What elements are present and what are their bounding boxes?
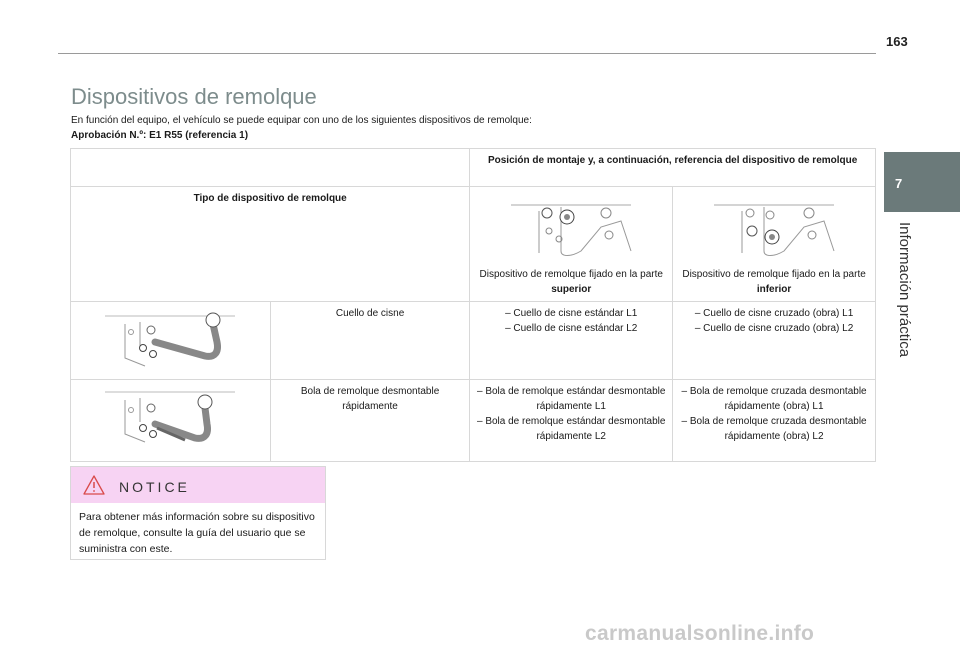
detachable-image-cell	[71, 380, 271, 462]
gooseneck-upper-l2: – Cuello de cisne estándar L2	[505, 323, 638, 334]
towbar-table	[70, 148, 876, 462]
detachable-type: Bola de remolque desmontable rápidamente	[270, 380, 470, 462]
notice-header	[71, 467, 325, 503]
notice-box	[70, 466, 326, 560]
warning-icon	[83, 475, 105, 495]
header-type: Tipo de dispositivo de remolque	[71, 187, 470, 302]
page-number: 163	[886, 34, 908, 49]
header-position: Posición de montaje y, a continuación, referencia del dispositivo de remolque	[470, 149, 876, 187]
table-row	[71, 380, 876, 462]
upper-mount-label	[470, 261, 672, 301]
page-title: Dispositivos de remolque	[71, 84, 317, 109]
upper-mount-text: Dispositivo de remolque fijado en la parte	[479, 269, 663, 280]
detachable-lower-l1: – Bola de remolque cruzada desmontable rápidamente (obra) L1	[681, 386, 867, 412]
gooseneck-upper-cell	[470, 302, 673, 380]
upper-mount-diagram	[491, 191, 651, 261]
watermark: carmanualsonline.info	[585, 622, 815, 645]
detachable-upper-l2: – Bola de remolque estándar desmontable rápidamente L2	[476, 416, 666, 442]
gooseneck-lower-l1: – Cuello de cisne cruzado (obra) L1	[694, 308, 854, 319]
approval-text: Aprobación N.º: E1 R55 (referencia 1)	[71, 130, 249, 141]
notice-body: Para obtener más información sobre su dispositivo de remolque, consulte la guía del usuario que se suministra con este.	[79, 511, 315, 555]
lower-mount-text: Dispositivo de remolque fijado en la parte	[682, 269, 866, 280]
detachable-lower-l2: – Bola de remolque cruzada desmontable rápidamente (obra) L2	[681, 416, 867, 442]
lower-mount-bold: inferior	[756, 284, 792, 295]
header-empty-cell	[71, 149, 470, 187]
intro-text: En función del equipo, el vehículo se puede equipar con uno de los siguientes dispositivos de remolque:	[71, 115, 532, 126]
gooseneck-towbar-icon	[95, 306, 245, 372]
detachable-lower-cell	[673, 380, 876, 462]
upper-mount-cell	[470, 187, 673, 302]
lower-mount-diagram	[694, 191, 854, 261]
table-row	[71, 187, 876, 302]
detachable-towball-icon	[95, 384, 245, 452]
upper-mount-bold: superior	[551, 284, 592, 295]
detachable-upper-cell	[470, 380, 673, 462]
gooseneck-type: Cuello de cisne	[270, 302, 470, 380]
gooseneck-upper-l1: – Cuello de cisne estándar L1	[505, 308, 638, 319]
notice-title: NOTICE	[119, 479, 190, 495]
chapter-title: Información práctica	[896, 222, 913, 358]
table-row	[71, 302, 876, 380]
table-row	[71, 149, 876, 187]
chapter-number: 7	[895, 176, 903, 191]
lower-mount-cell	[673, 187, 876, 302]
top-divider	[58, 53, 876, 54]
gooseneck-image-cell	[71, 302, 271, 380]
lower-mount-label	[673, 261, 875, 301]
detachable-upper-l1: – Bola de remolque estándar desmontable rápidamente L1	[476, 386, 666, 412]
gooseneck-lower-cell	[673, 302, 876, 380]
gooseneck-lower-l2: – Cuello de cisne cruzado (obra) L2	[694, 323, 854, 334]
